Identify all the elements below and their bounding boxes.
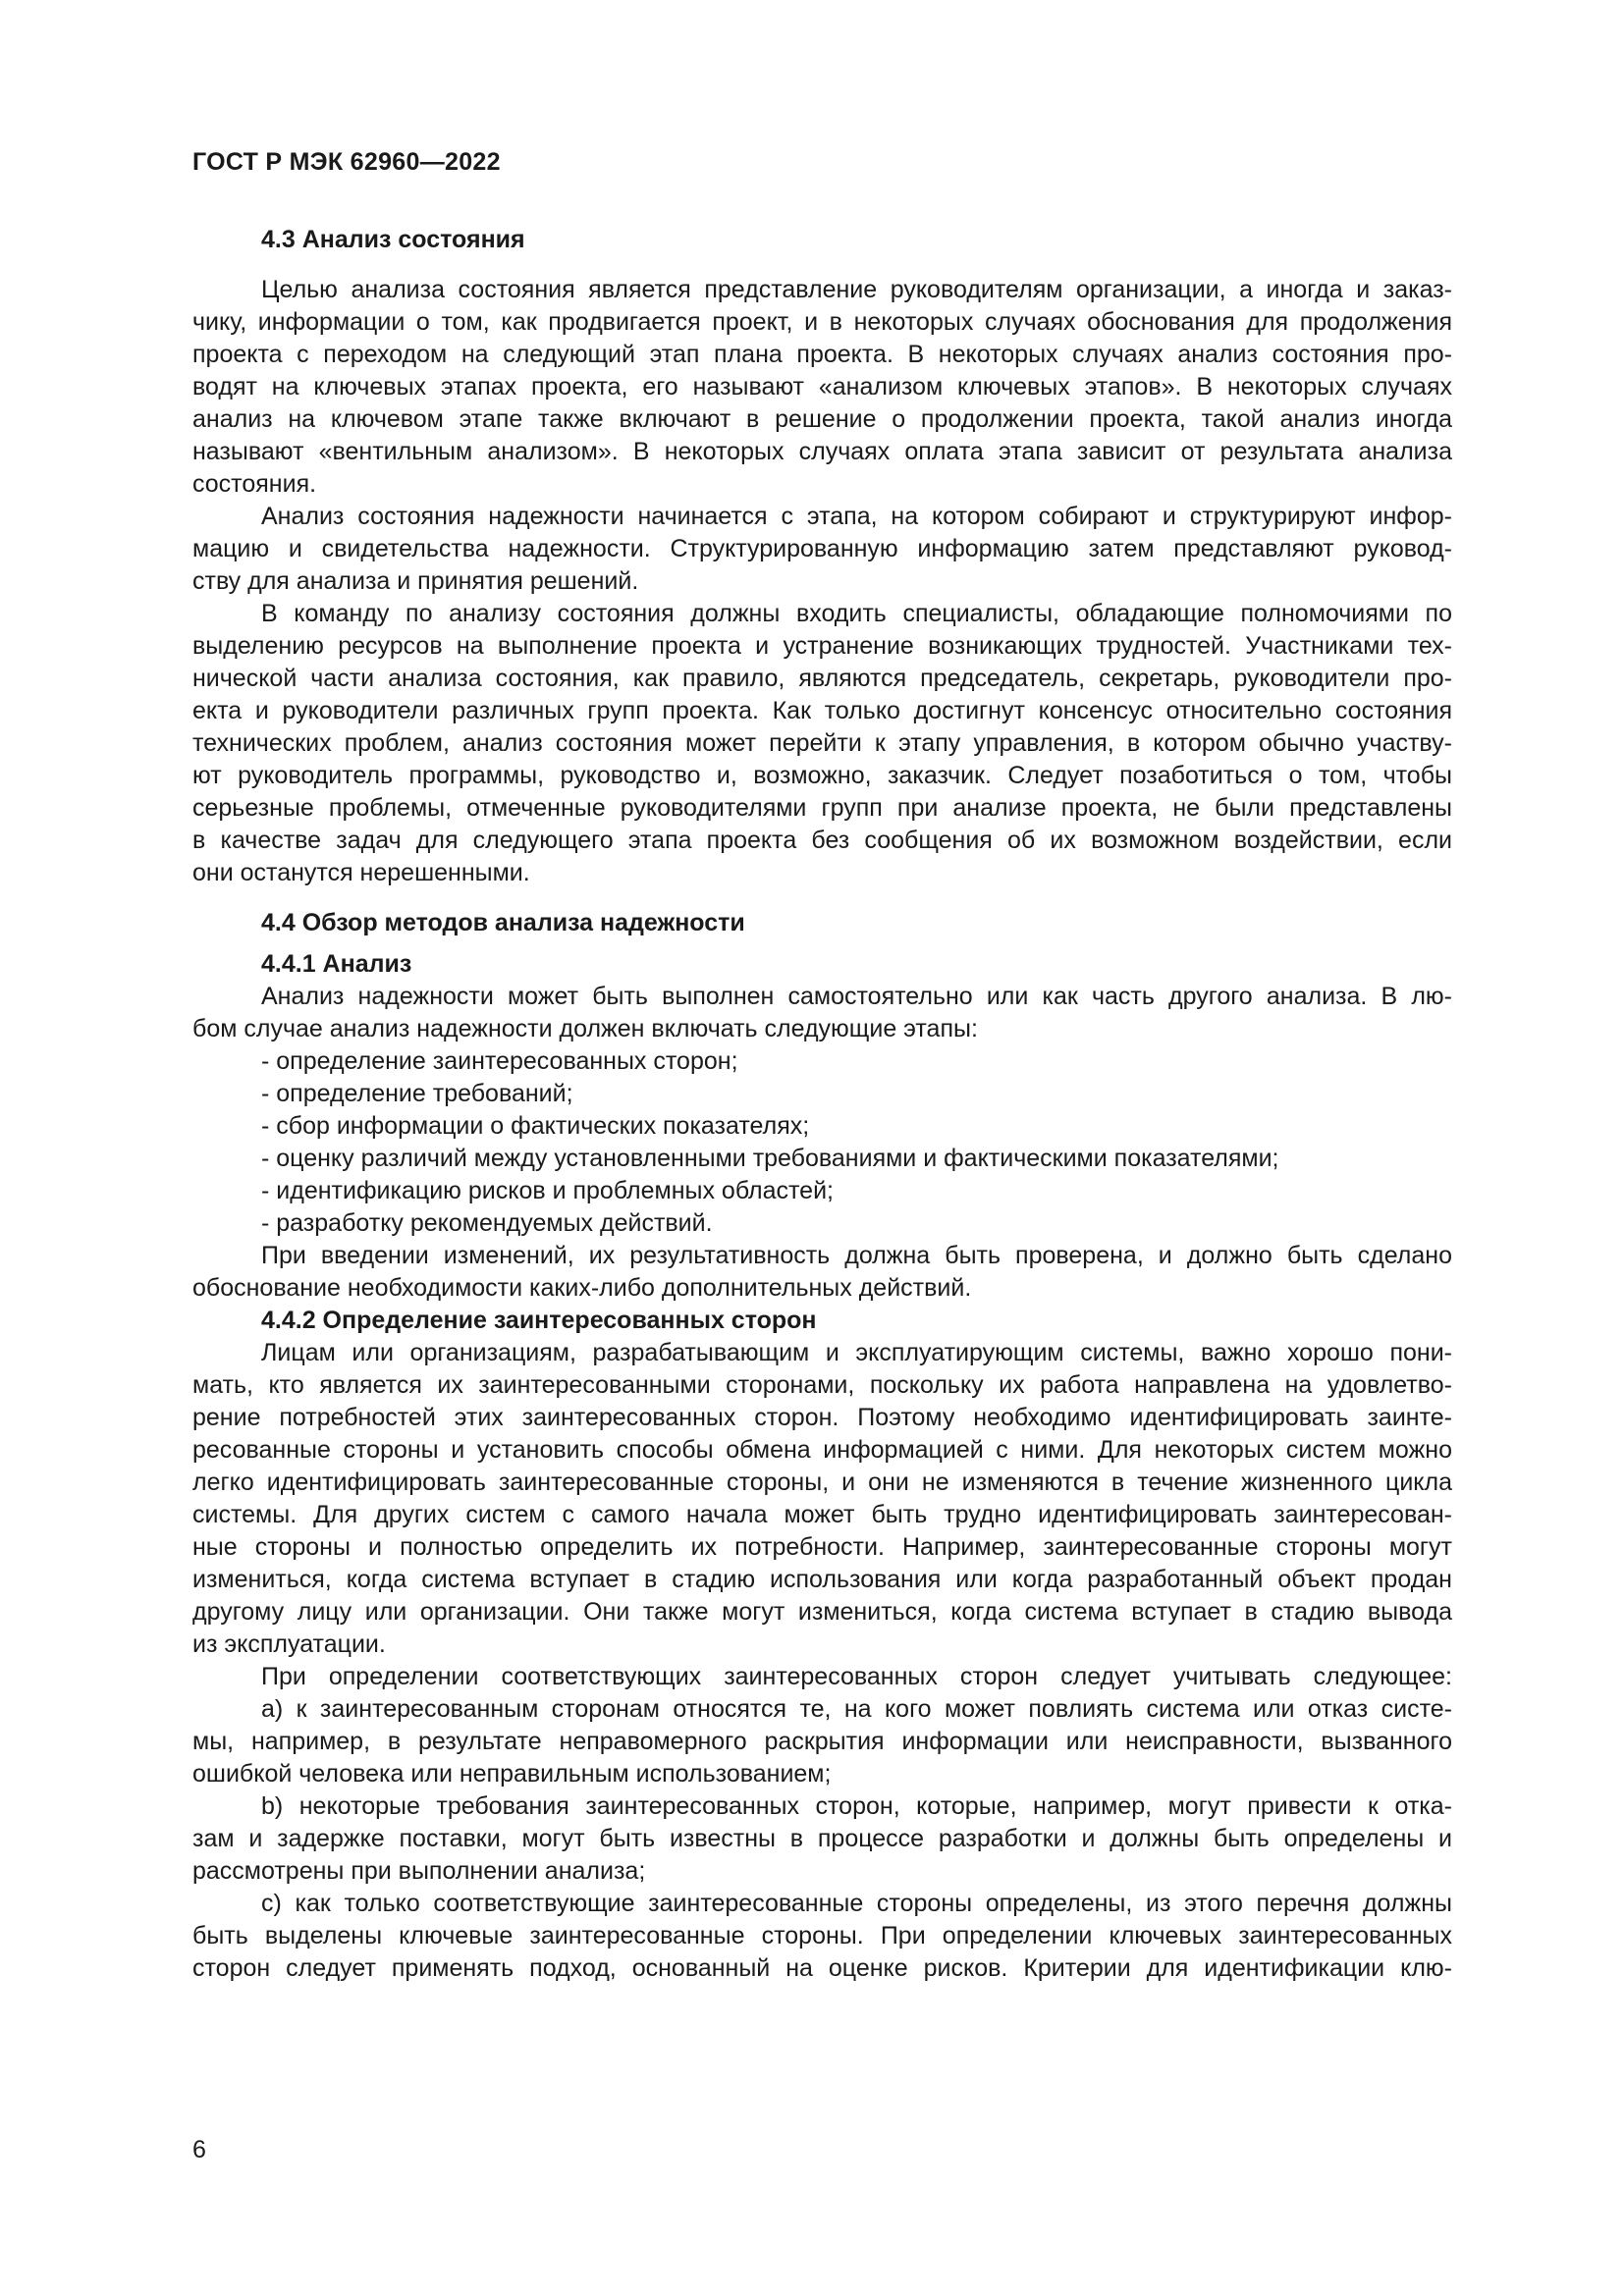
- text-line: из эксплуатации.: [192, 1630, 386, 1658]
- document-body: [192, 224, 1452, 1985]
- section-heading: 4.4 Обзор методов анализа надежности: [261, 909, 745, 936]
- text-line: выделению ресурсов на выполнение проекта и устранение возникающих трудностей. Участниками тех-: [192, 632, 1452, 660]
- text-line: - разработку рекомендуемых действий.: [261, 1209, 713, 1237]
- text-line: рассмотрены при выполнении анализа;: [192, 1857, 646, 1885]
- section-heading: 4.4.1 Анализ: [261, 950, 412, 978]
- text-line: состояния.: [192, 470, 317, 498]
- text-line: - оценку различий между установленными требованиями и фактическими показателями;: [261, 1145, 1279, 1172]
- text-line: мы, например, в результате неправомерного раскрытия информации или неисправности, вызванного: [192, 1728, 1452, 1755]
- text-line: При определении соответствующих заинтересованных сторон следует учитывать следующее:: [261, 1663, 1452, 1690]
- text-line: легко идентифицировать заинтересованные стороны, и они не изменяются в течение жизненного цикла: [192, 1468, 1452, 1496]
- text-line: они останутся нерешенными.: [192, 859, 530, 886]
- text-line: ют руководитель программы, руководство и, возможно, заказчик. Следует позаботиться о том, чтобы: [192, 762, 1452, 789]
- text-line: - сбор информации о фактических показателях;: [261, 1112, 810, 1140]
- page-number: 6: [192, 2136, 206, 2163]
- text-line: чику, информации о том, как продвигается проект, и в некоторых случаях обоснования для продолжения: [192, 308, 1452, 336]
- text-line: технических проблем, анализ состояния может перейти к этапу управления, в котором обычно участву-: [192, 729, 1452, 757]
- text-line: рение потребностей этих заинтересованных сторон. Поэтому необходимо идентифицировать заинте-: [192, 1404, 1452, 1431]
- section-heading: 4.4.2 Определение заинтересованных сторон: [261, 1307, 817, 1334]
- text-line: - идентификацию рисков и проблемных областей;: [261, 1177, 834, 1204]
- text-line: Лицам или организациям, разрабатывающим и эксплуатирующим системы, важно хорошо пони-: [261, 1339, 1452, 1366]
- text-line: проекта с переходом на следующий этап плана проекта. В некоторых случаях анализ состояния про-: [192, 341, 1452, 368]
- text-line: c) как только соответствующие заинтересованные стороны определены, из этого перечня должны: [261, 1890, 1452, 1917]
- text-line: сторон следует применять подход, основанный на оценке рисков. Критерии для идентификации клю-: [192, 1954, 1452, 1982]
- text-line: зам и задержке поставки, могут быть известны в процессе разработки и должны быть определены и: [192, 1825, 1452, 1852]
- text-line: анализ на ключевом этапе также включают в решение о продолжении проекта, такой анализ иногда: [192, 405, 1452, 433]
- text-line: b) некоторые требования заинтересованных сторон, которые, например, могут привести к отка-: [261, 1792, 1452, 1820]
- text-line: быть выделены ключевые заинтересованные стороны. При определении ключевых заинтересованных: [192, 1922, 1452, 1949]
- text-line: мацию и свидетельства надежности. Структурированную информацию затем представляют руковод-: [192, 535, 1452, 562]
- text-line: называют «вентильным анализом». В некоторых случаях оплата этапа зависит от результата анализа: [192, 438, 1452, 465]
- text-line: нической части анализа состояния, как правило, являются председатель, секретарь, руководители про-: [192, 665, 1452, 692]
- text-line: a) к заинтересованным сторонам относятся те, на кого может повлиять система или отказ систе-: [261, 1695, 1452, 1723]
- text-line: водят на ключевых этапах проекта, его называют «анализом ключевых этапов». В некоторых случаях: [192, 373, 1452, 400]
- text-line: ству для анализа и принятия решений.: [192, 567, 639, 595]
- text-line: серьезные проблемы, отмеченные руководителями групп при анализе проекта, не были представлены: [192, 794, 1452, 822]
- text-line: екта и руководители различных групп проекта. Как только достигнут консенсус относительно состояния: [192, 697, 1452, 724]
- text-line: мать, кто является их заинтересованными сторонами, поскольку их работа направлена на удовлетво-: [192, 1371, 1452, 1399]
- text-line: Анализ состояния надежности начинается с этапа, на котором собирают и структурируют инфор-: [261, 503, 1452, 530]
- text-line: При введении изменений, их результативность должна быть проверена, и должно быть сделано: [261, 1242, 1452, 1269]
- text-line: В команду по анализу состояния должны входить специалисты, обладающие полномочиями по: [261, 600, 1452, 627]
- text-line: Целью анализа состояния является представление руководителям организации, а иногда и заказ-: [261, 276, 1452, 303]
- text-line: ресованные стороны и установить способы обмена информацией с ними. Для некоторых систем можно: [192, 1436, 1452, 1464]
- text-line: в качестве задач для следующего этапа проекта без сообщения об их возможном воздействии, если: [192, 827, 1452, 854]
- section-heading: 4.3 Анализ состояния: [261, 226, 525, 253]
- document-header: ГОСТ Р МЭК 62960—2022: [192, 148, 501, 176]
- text-line: - определение заинтересованных сторон;: [261, 1047, 738, 1075]
- text-line: ные стороны и полностью определить их потребности. Например, заинтересованные стороны могут: [192, 1533, 1452, 1561]
- text-line: системы. Для других систем с самого начала может быть трудно идентифицировать заинтересован-: [192, 1501, 1452, 1528]
- text-line: измениться, когда система вступает в стадию использования или когда разработанный объект продан: [192, 1566, 1452, 1593]
- text-line: Анализ надежности может быть выполнен самостоятельно или как часть другого анализа. В лю-: [261, 983, 1452, 1010]
- text-line: ошибкой человека или неправильным использованием;: [192, 1760, 832, 1788]
- text-line: обоснование необходимости каких-либо дополнительных действий.: [192, 1274, 972, 1302]
- text-line: другому лицу или организации. Они также могут измениться, когда система вступает в стадию вывода: [192, 1598, 1452, 1626]
- text-line: - определение требований;: [261, 1080, 573, 1107]
- text-line: бом случае анализ надежности должен включать следующие этапы:: [192, 1015, 978, 1042]
